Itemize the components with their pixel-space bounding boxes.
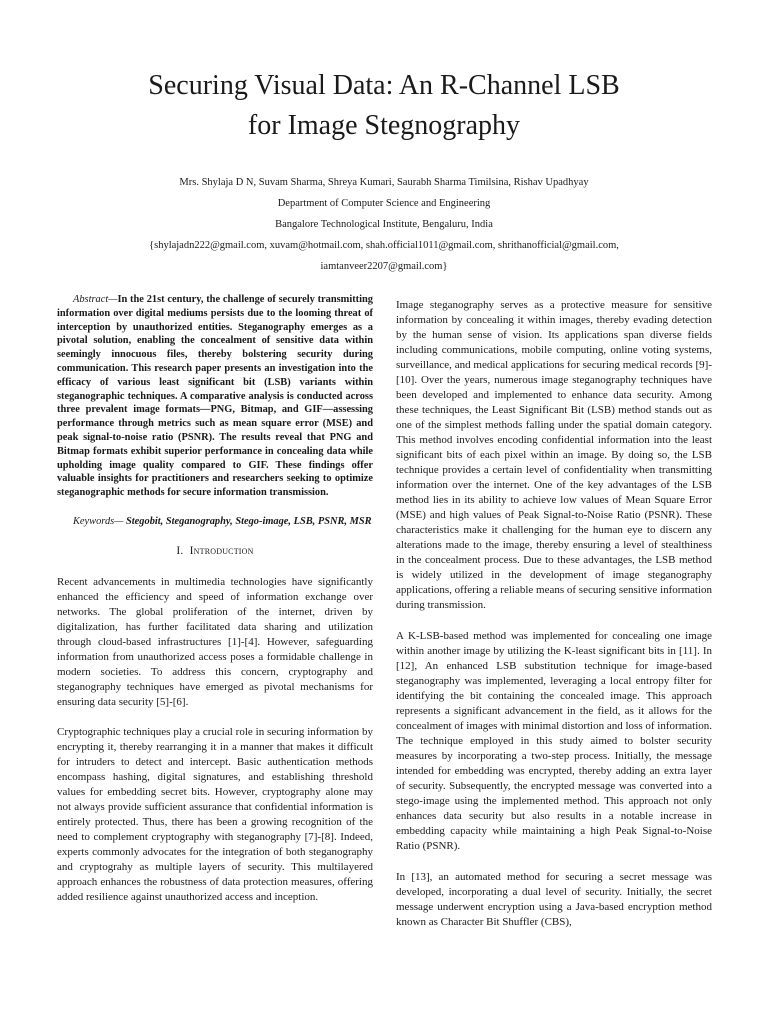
paper-title xyxy=(60,66,708,146)
author-emails-line-2: iamtanveer2207@gmail.com} xyxy=(320,261,448,272)
keywords-text: Stegobit, Steganography, Stego-image, LSB, PSNR, MSR xyxy=(123,515,372,527)
section-number: I. xyxy=(176,544,184,557)
body-paragraph: A K-LSB-based method was implemented for concealing one image within another image by utilizing the K-least significant bits in [11]. In [12], An enhanced LSB substitution technique for image-based steganography was implemented, leveraging a local entropy filter for identifying the bit containing the concealed image. This approach represents a significant advancement in the field, as it allows for the concealment of images with minimal distortion and loss of information. The technique employed in this study aimed to bolster security measures by incorporating a two-step process. Initially, the message intended for embedding was encrypted, thereby adding an extra layer of security. Subsequently, the encrypted message was converted into a stego-image using the implemented method. This approach not only enhances data security but also results in a notable increase in embedding capacity while maintaining a high Peak Signal-to-Noise Ratio (PSNR). xyxy=(396,630,712,852)
paper-title-line-1: Securing Visual Data: An R-Channel LSB xyxy=(148,70,620,101)
right-column xyxy=(396,298,712,946)
author-institute: Bangalore Technological Institute, Bengaluru, India xyxy=(275,219,493,230)
left-column xyxy=(57,293,373,920)
section-heading-introduction xyxy=(57,544,373,559)
body-paragraph: Cryptographic techniques play a crucial role in securing information by encrypting it, thereby rearranging it in a manner that makes it difficult for intruders to detect and intercept. Basic authentication methods encompass hashing, digital signatures, and establishing threshold values for embedding secret bits. However, cryptography alone may not always provide sufficient assurance that confidential information is entirely protected. Thus, there has been a growing recognition of the need to complement cryptography with steganography [7]-[8]. Indeed, experts commonly advocates for the integration of both steganography and cryptograhy as multiple layers of security. This multilayered approach enhances the robustness of data protection measures, offering added resilience against unauthorized access and inception. xyxy=(57,725,373,903)
author-names: Mrs. Shylaja D N, Suvam Sharma, Shreya Kumari, Saurabh Sharma Timilsina, Rishav Upadhyay xyxy=(179,177,589,188)
abstract-lead: Abstract— xyxy=(73,294,118,305)
body-paragraph: Recent advancements in multimedia technologies have significantly enhanced the efficiency and speed of information exchange over networks. The global proliferation of the internet, driven by digitalization, has further facilitated data sharing and utilization through cloud-based infrastructures [1]-[4]. However, safeguarding information from unauthorized access poses a formidable challenge in modern societies. To address this concern, cryptography and steganography techniques have emerged as pivotal mechanisms for ensuring data security [5]-[6]. xyxy=(57,575,373,708)
body-paragraph: In [13], an automated method for securing a secret message was developed, incorporating a dual level of security. Initially, the secret message underwent encryption using a Java-based encryption method known as Character Bit Shuffler (CBS), xyxy=(396,871,712,928)
body-paragraph: Image steganography serves as a protective measure for sensitive information by concealing it within images, thereby evading detection by the human sense of vision. Its applications span diverse fields including communications, mobile computing, online voting systems, surveillance, and medical applications for securing medical records [9]-[10]. Over the years, numerous image steganography techniques have been developed and implemented to enhance data security. Among these techniques, the Least Significant Bit (LSB) method stands out as one of the simplest methods falling under the spatial domain category. This method involves encoding confidential information into the least significant bits of each pixel within an image. By doing so, the LSB technique provides a certain level of confidentiality when transmitting information over the internet. One of the key advantages of the LSB method lies in its ability to achieve low values of Mean Square Error (MSE) and high values of Peak Signal-to-Noise Ratio (PSNR). These characteristics make it challenging for the human eye to discern any alterations made to the image, thereby ensuring a level of stealthiness in the concealment process. Due to these advantages, the LSB method is widely utilized in the development of image steganography applications, offering a reliable means of securing sensitive information during transmission. xyxy=(396,299,712,611)
author-emails-line-1: {shylajadn222@gmail.com, xuvam@hotmail.com, shah.official1011@gmail.com, shrithanofficial@gmail.com, xyxy=(149,240,619,251)
keywords-lead: Keywords— xyxy=(73,515,124,527)
paper-title-line-2: for Image Stegnography xyxy=(247,110,521,141)
section-title: Introduction xyxy=(189,544,254,557)
author-block xyxy=(40,172,728,277)
keywords xyxy=(57,515,373,529)
abstract xyxy=(57,293,373,500)
author-department: Department of Computer Science and Engineering xyxy=(277,198,491,209)
abstract-text: In the 21st century, the challenge of securely transmitting information over digital mediums persists due to the looming threat of interception by unauthorized entities. Steganography emerges as a pivotal solution, enabling the concealment of sensitive data within seemingly innocuous files, thereby bolstering security during communication. This research paper presents an investigation into the efficacy of various least significant bit (LSB) variants within steganographic techniques. A comparative analysis is conducted across three prevalent image formats—PNG, Bitmap, and GIF—assessing performance through metrics such as mean square error (MSE) and peak signal-to-noise ratio (PSNR). The results reveal that PNG and Bitmap formats exhibit superior performance in concealing data while upholding image quality compared to GIF. These findings offer valuable insights for practitioners and researchers seeking to optimize steganographic methods for secure information transmission. xyxy=(57,294,373,499)
